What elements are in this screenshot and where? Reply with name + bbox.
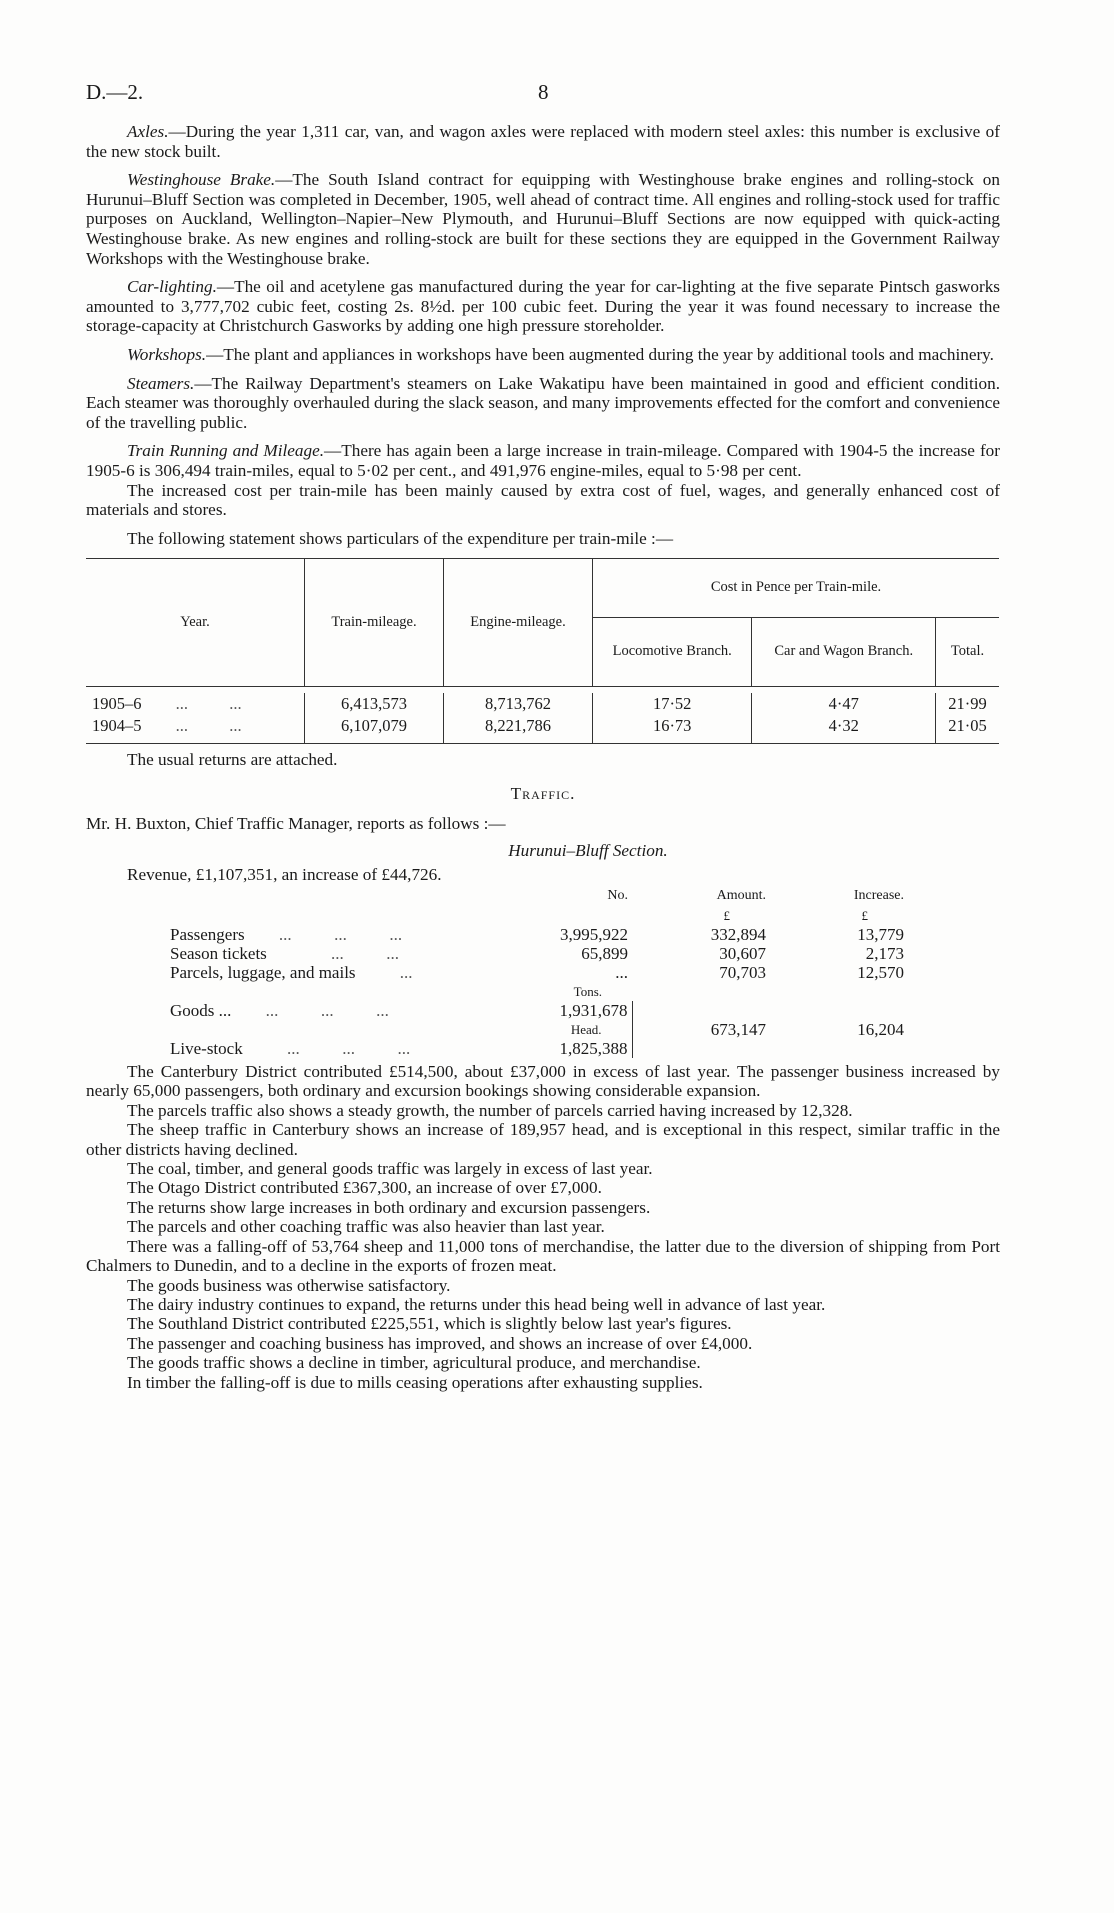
page-reference: D.—2. [86,80,144,104]
row-engine-mileage: 8,713,762 [444,693,593,715]
cost-per-train-mile-table [86,558,999,744]
paragraph-workshops: Workshops.—The plant and appliances in workshops have been augmented during the year by additional tools and machinery. [127,344,994,364]
row-total: 21·99 [936,693,999,715]
paragraph-axles: Axles.—During the year 1,311 car, van, and wagon axles were replaced with modern steel axles: this number is exclusive of the new stock built. [86,122,1000,161]
row-engine-mileage: 8,221,786 [444,715,593,744]
goods-livestock-amount: 673,147 [710,1020,766,1040]
table-row: Passengers ... ... ... 3,995,922 332,894 13,779 [170,925,904,945]
col-header-train-mileage: Train-mileage. [305,559,444,687]
document-body [86,122,1000,1392]
row-year: 1904–5 [92,715,142,735]
col-header-locomotive: Locomotive Branch. [593,618,752,687]
row-locomotive: 17·52 [593,693,752,715]
table-row: 1905–6 ... ... 6,413,573 8,713,762 17·52 4·47 21·99 [86,693,999,715]
row-train-mileage: 6,107,079 [305,715,444,744]
row-total: 21·05 [936,715,999,744]
col-header-total: Total. [936,618,999,687]
col-header-no: No. [607,888,628,904]
col-header-engine-mileage: Engine-mileage. [444,559,593,687]
paragraph-car-lighting: Car-lighting.—The oil and acetylene gas manufactured during the year for car-lighting at the five separate Pintsch gasworks amounted to 3,777,702 cubic feet, costing 2s. 8½d. per 100 cubic feet. During the year it was found necessary to increase the storage-capacity at Christchurch Gasworks by adding one high pressure storeholder. [86,277,1000,336]
col-header-increase: Increase. [853,888,904,904]
col-header-year: Year. [86,559,305,687]
unit-tons: Tons. [573,984,602,1000]
table-row: Season tickets ... ... 65,899 30,607 2,173 [170,944,904,964]
col-header-cost-group: Cost in Pence per Train-mile. [593,559,1000,618]
closing-paragraphs: The Canterbury District contributed £514,500, about £37,000 in excess of last year. The passenger business increased by nearly 65,000 passengers, both ordinary and excursion bookings showing considerable expansion. The parcels traffic also shows a steady growth, the number of parcels carried having increased by 12,328. The sheep traffic in Canterbury shows an increase of 189,957 head, and is exceptional in this respect, similar traffic in the other districts having declined. The coal, timber, and general goods traffic was largely in excess of last year. The Otago District contributed £367,300, an increase of over £7,000. The returns show large increases in both ordinary and excursion passengers. The parcels and other coaching traffic was also heavier than last year. There was a falling-off of 53,764 sheep and 11,000 tons of merchandise, the latter due to the diversion of shipping from Port Chalmers to Dunedin, and to a decline in the exports of frozen meat. The goods business was otherwise satisfactory. The dairy industry continues to expand, the returns under this head being well in advance of last year. The Southland District contributed £225,551, which is slightly below last year's figures. The passenger and coaching business has improved, and shows an increase of over £4,000. The goods traffic shows a decline in timber, agricultural produce, and merchandise. In timber the falling-off is due to mills ceasing operations after exhausting supplies. [86,1062,1000,1392]
paragraph-steamers: Steamers.—The Railway Department's steamers on Lake Wakatipu have been maintained in good and efficient condition. Each steamer was thoroughly overhauled during the slack season, and many improvements effected for the comfort and convenience of the travelling public. [86,373,1000,432]
row-locomotive: 16·73 [593,715,752,744]
goods-livestock-increase: 16,204 [857,1020,904,1040]
paragraph-usual-returns: The usual returns are attached. [127,750,338,770]
row-year: 1905–6 [92,694,142,714]
table-row: 1904–5 ... ... 6,107,079 8,221,786 16·73 4·32 21·05 [86,715,999,744]
traffic-heading: Traffic. [510,784,576,804]
paragraph-increased-cost: The increased cost per train-mile has been mainly caused by extra cost of fuel, wages, and generally enhanced cost of materials and stores. [86,480,1000,520]
traffic-report-intro: Mr. H. Buxton, Chief Traffic Manager, reports as follows :— [86,813,506,833]
table-row: Goods ... ... ... ... 1,931,678 673,147 16,204 [166,1001,908,1020]
paragraph-statement: The following statement shows particulars of the expenditure per train-mile :— [127,528,674,548]
table-row: Live-stock ... ... ... 1,825,388 [166,1039,908,1058]
amount-unit: £ [723,908,730,924]
paragraph-train-running: Train Running and Mileage.—There has again been a large increase in train-mileage. Compared with 1904-5 the increase for 1905-6 is 306,494 train-miles, equal to 5·02 per cent., and 491,976 engine-miles, equal to 5·98 per cent. [86,441,1000,480]
paragraph-westinghouse: Westinghouse Brake.—The South Island contract for equipping with Westinghouse brake engines and rolling-stock on Hurunui–Bluff Section was completed in December, 1905, well ahead of contract time. All engines and rolling-stock used for traffic purposes on Auckland, Wellington–Napier–New Plymouth, and Hurunui–Bluff Sections are now equipped with quick-acting Westinghouse brake. As new engines and rolling-stock are built for these sections they are equipped in the Government Railway Workshops with the Westinghouse brake. [86,170,1000,268]
revenue-line: Revenue, £1,107,351, an increase of £44,726. [127,864,442,884]
col-header-car-wagon: Car and Wagon Branch. [752,618,936,687]
row-car-wagon: 4·32 [752,715,936,744]
row-train-mileage: 6,413,573 [305,693,444,715]
unit-head: Head. [504,1020,632,1039]
table-row: Parcels, luggage, and mails ... ... 70,703 12,570 [170,963,904,983]
traffic-table [166,886,908,1058]
section-heading: Hurunui–Bluff Section. [508,841,668,861]
col-header-amount: Amount. [716,888,766,904]
row-car-wagon: 4·47 [752,693,936,715]
increase-unit: £ [861,908,868,924]
page-number: 8 [538,80,549,104]
